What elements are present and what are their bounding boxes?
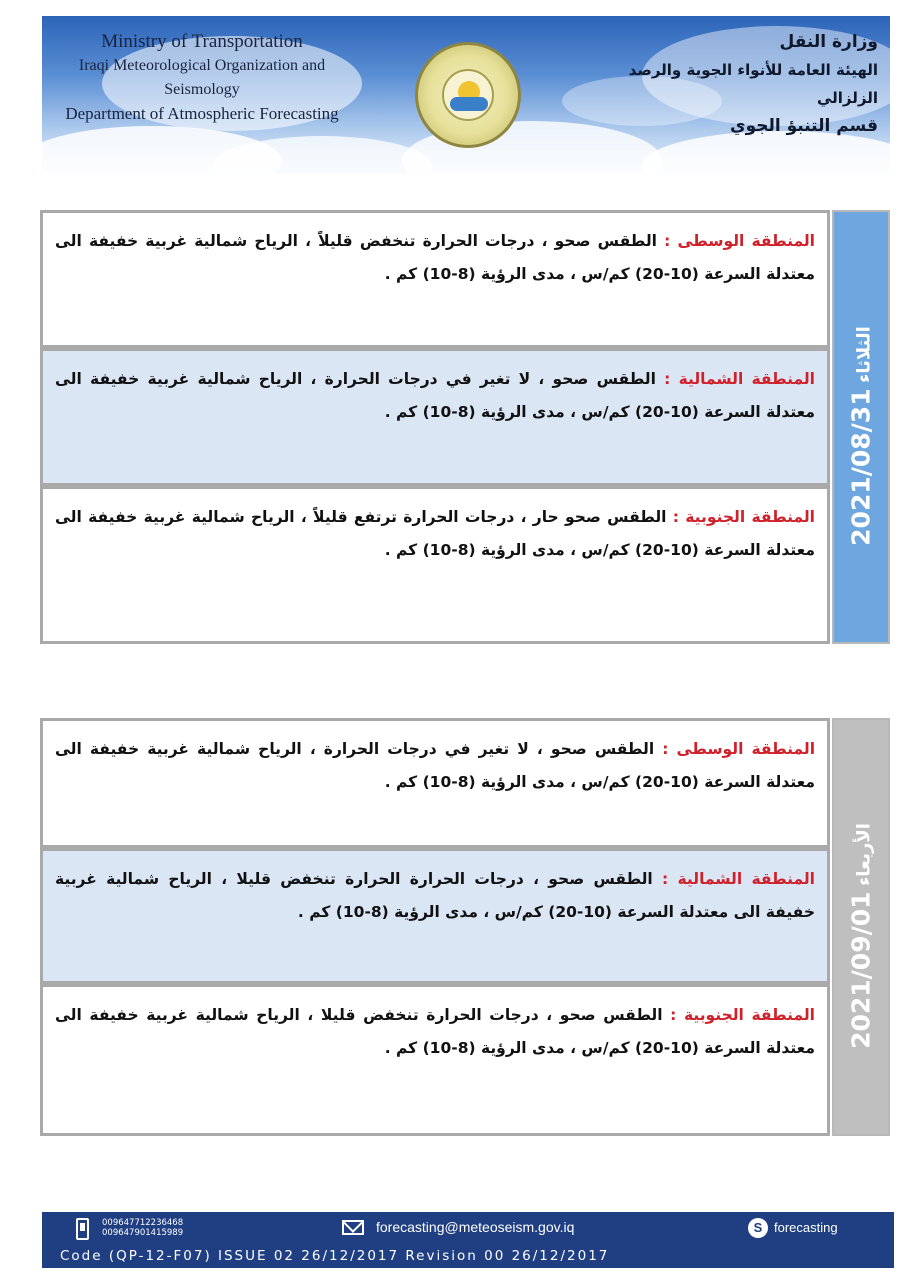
footer-bar — [42, 1212, 894, 1268]
day-name: الأربعاء — [853, 823, 875, 886]
department-name-en: Department of Atmospheric Forecasting — [65, 104, 339, 123]
region-north-forecast — [40, 348, 830, 486]
arabic-letterhead — [578, 28, 878, 140]
region-central-forecast — [40, 210, 830, 348]
day-date: 2021/09/01 — [846, 891, 876, 1049]
skype-handle[interactable]: forecasting — [774, 1220, 838, 1235]
phone-icon — [76, 1218, 89, 1240]
region-text: الطقس صحو ، درجات الحرارة الحرارة تنخفض قليلا ، الرياح شمالية غربية خفيفة الى معتدلة السرعة (10-20) كم/س ، مدى الرؤية (8-10) كم . — [55, 870, 815, 921]
ministry-name-ar: وزارة النقل — [779, 32, 878, 52]
region-name: المنطقة الشمالية : — [662, 870, 815, 888]
phone-numbers — [102, 1218, 183, 1238]
email-link[interactable]: forecasting@meteoseism.gov.iq — [376, 1219, 575, 1235]
day-name: الثلاثاء — [853, 326, 875, 383]
organization-logo-icon — [415, 42, 521, 148]
region-name: المنطقة الجنوبية : — [670, 1006, 815, 1024]
day-tab — [832, 718, 890, 1136]
region-central-forecast — [40, 718, 830, 848]
day-tab — [832, 210, 890, 644]
day-label — [847, 308, 876, 546]
cloud-icon — [450, 97, 488, 111]
header-banner — [42, 16, 890, 174]
english-letterhead — [52, 30, 352, 126]
ministry-name-en: Ministry of Transportation — [101, 31, 303, 52]
region-name: المنطقة الوسطى : — [664, 232, 815, 250]
phone-number[interactable]: 009647712236468 — [102, 1218, 184, 1228]
region-text: الطقس صحو ، لا تغير في درجات الحرارة ، الرياح شمالية غربية خفيفة الى معتدلة السرعة (10-20) كم/س ، مدى الرؤية (8-10) كم . — [55, 740, 815, 791]
region-south-forecast — [40, 486, 830, 644]
document-code: Code (QP-12-F07) ISSUE 02 26/12/2017 Revision 00 26/12/2017 — [60, 1248, 610, 1264]
region-text: الطقس صحو ، درجات الحرارة تنخفض قليلا ، الرياح شمالية غربية خفيفة الى معتدلة السرعة (10-20) كم/س ، مدى الرؤية (8-10) كم . — [55, 1006, 815, 1057]
skype-icon: S — [748, 1218, 768, 1238]
region-name: المنطقة الشمالية : — [664, 370, 815, 388]
region-name: المنطقة الجنوبية : — [672, 508, 815, 526]
logo-emblem — [442, 69, 494, 121]
forecast-day-2 — [40, 718, 890, 1136]
region-north-forecast — [40, 848, 830, 984]
region-text: الطقس صحو ، لا تغير في درجات الحرارة ، الرياح شمالية غربية خفيفة الى معتدلة السرعة (10-20) كم/س ، مدى الرؤية (8-10) كم . — [55, 370, 815, 421]
mail-icon — [342, 1220, 364, 1235]
region-name: المنطقة الوسطى : — [662, 740, 816, 758]
forecast-day-1 — [40, 210, 890, 644]
organization-name-ar: الهيئة العامة للأنواء الجوية والرصد الزلزالي — [628, 61, 878, 107]
region-south-forecast — [40, 984, 830, 1136]
department-name-ar: قسم التنبؤ الجوي — [730, 116, 878, 136]
phone-number[interactable]: 009647901415989 — [102, 1228, 184, 1238]
region-text: الطقس صحو ، درجات الحرارة تنخفض قليلاً ، الرياح شمالية غربية خفيفة الى معتدلة السرعة (10-20) كم/س ، مدى الرؤية (8-10) كم . — [55, 232, 815, 283]
day-label — [847, 805, 876, 1049]
day-date: 2021/08/31 — [846, 388, 876, 546]
organization-name-en: Iraqi Meteorological Organization and Seismology — [78, 57, 326, 98]
region-text: الطقس صحو حار ، درجات الحرارة ترتفع قليلاً ، الرياح شمالية غربية خفيفة الى معتدلة السرعة (10-20) كم/س ، مدى الرؤية (8-10) كم . — [55, 508, 815, 559]
